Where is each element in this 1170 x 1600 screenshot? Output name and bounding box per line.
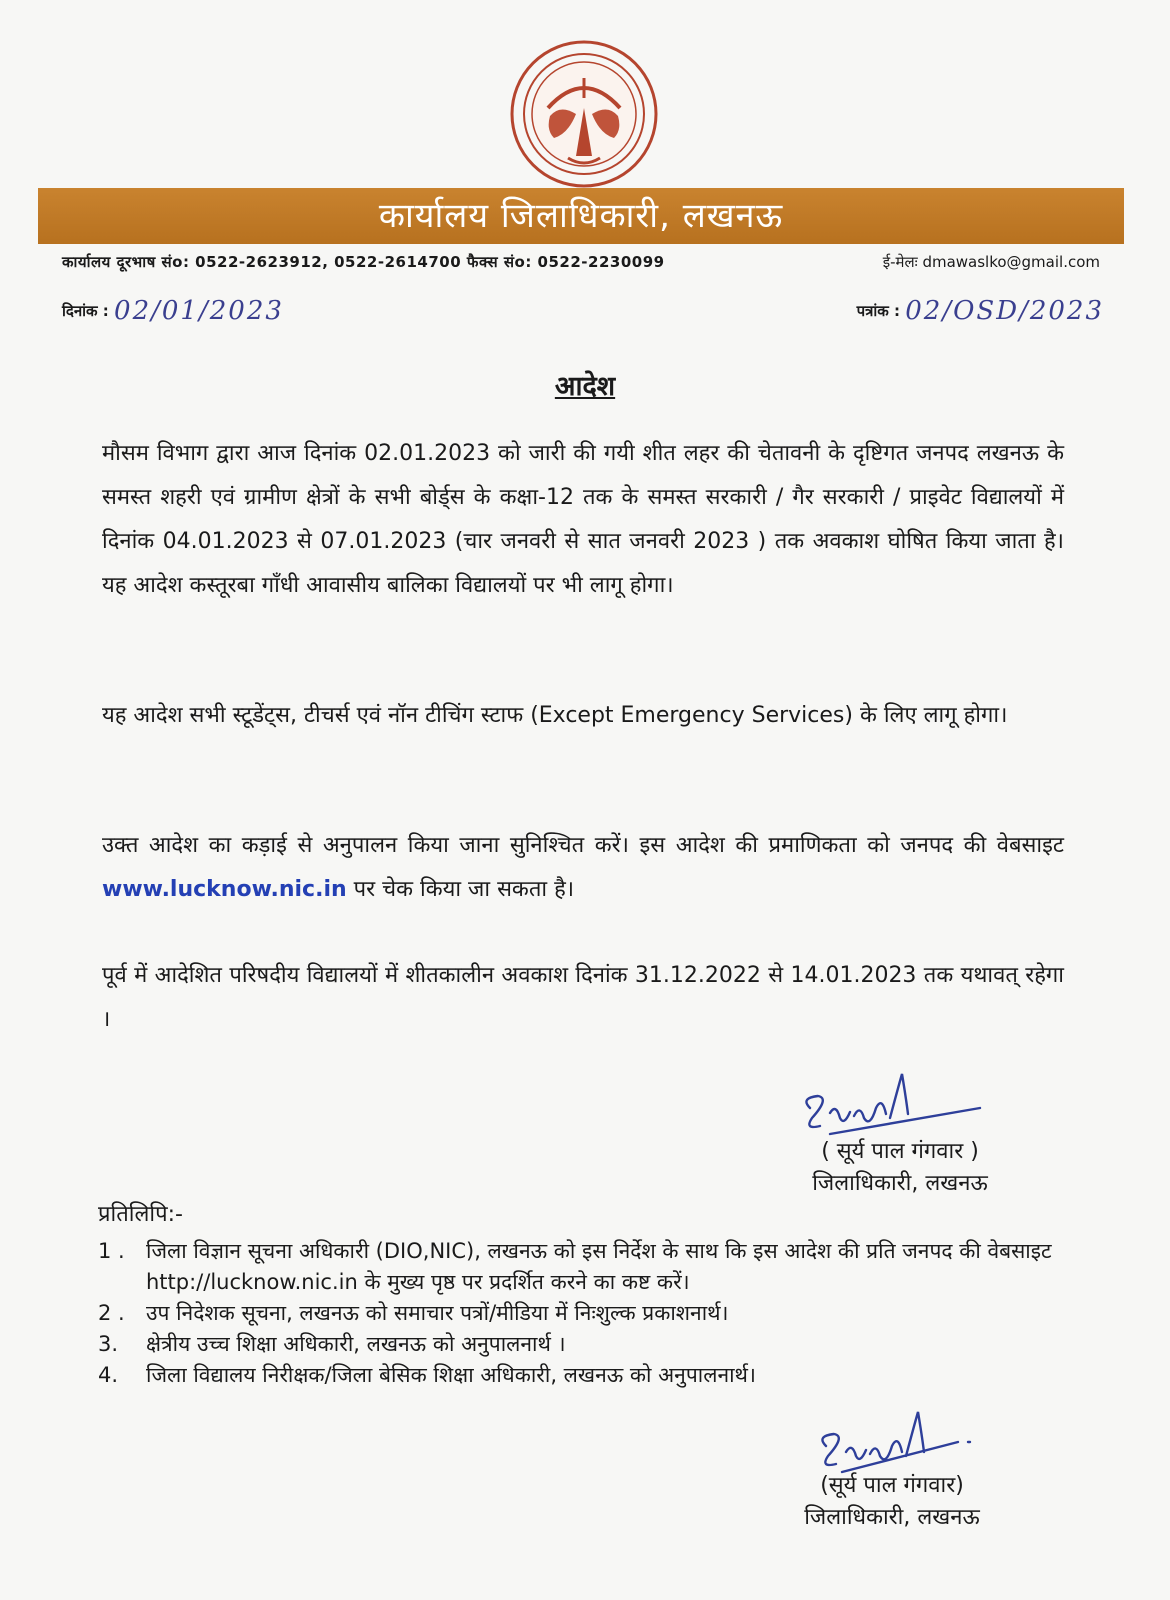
- signatory-block-1: [780, 1136, 1020, 1200]
- office-title-band: कार्यालय जिलाधिकारी, लखनऊ: [38, 188, 1124, 244]
- signatory-designation: जिलाधिकारी, लखनऊ: [804, 1505, 980, 1530]
- order-paragraph-4: पूर्व में आदेशित परिषदीय विद्यालयों में शीतकालीन अवकाश दिनांक 31.12.2022 से 14.01.2023 तक यथावत् रहेगा ।: [102, 963, 1064, 1032]
- list-item: [98, 1236, 1058, 1298]
- signatory-name: (सूर्य पाल गंगवार): [820, 1473, 964, 1498]
- order-reference-row: [857, 296, 1104, 326]
- date-label: दिनांक :: [62, 302, 109, 320]
- signatory-block-2: [772, 1470, 1012, 1534]
- copy-recipient-list: [98, 1236, 1058, 1391]
- email-label: ई-मेलः: [882, 253, 918, 271]
- list-item-number: 1 .: [98, 1239, 125, 1263]
- copy-to-heading: प्रतिलिपि:-: [98, 1202, 183, 1227]
- order-paragraph-3: [102, 824, 1064, 912]
- order-date-row: [62, 296, 284, 326]
- list-item-text: जिला विद्यालय निरीक्षक/जिला बेसिक शिक्षा अधिकारी, लखनऊ को अनुपालनार्थ।: [146, 1363, 756, 1387]
- order-paragraph-2: यह आदेश सभी स्टूडेंट्स, टीचर्स एवं नॉन टीचिंग स्टाफ (Except Emergency Services) के लिए लागू होगा।: [102, 703, 1008, 728]
- list-item-text: उप निदेशक सूचना, लखनऊ को समाचार पत्रों/मीडिया में निःशुल्क प्रकाशनार्थ।: [146, 1301, 729, 1325]
- list-item-text: क्षेत्रीय उच्च शिक्षा अधिकारी, लखनऊ को अनुपालनार्थ ।: [146, 1332, 566, 1356]
- signatory-designation: जिलाधिकारी, लखनऊ: [812, 1171, 988, 1196]
- list-item: [98, 1329, 1058, 1360]
- order-title: आदेश: [554, 371, 616, 402]
- district-website-link[interactable]: www.lucknow.nic.in: [102, 877, 347, 902]
- reference-label: पत्रांक :: [856, 302, 901, 320]
- office-contact-numbers: कार्यालय दूरभाष संo: 0522-2623912, 0522-2614700 फैक्स संo: 0522-2230099: [62, 253, 665, 271]
- paragraph-3-text-before: उक्त आदेश का कड़ाई से अनुपालन किया जाना सुनिश्चित करें। इस आदेश की प्रमाणिकता को जनपद की वेबसाइट: [102, 833, 1064, 858]
- uttar-pradesh-emblem-icon: [508, 38, 660, 190]
- date-value: 02/01/2023: [114, 296, 284, 326]
- list-item-number: 2 .: [98, 1301, 125, 1325]
- email-address: dmawaslko@gmail.com: [922, 253, 1100, 271]
- signatory-name: ( सूर्य पाल गंगवार ): [821, 1139, 979, 1164]
- reference-value: 02/OSD/2023: [905, 296, 1104, 326]
- list-item-text: जिला विज्ञान सूचना अधिकारी (DIO,NIC), लखनऊ को इस निर्देश के साथ कि इस आदेश की प्रति जनपद की वेबसाइट http://lucknow.nic.in के मुख्य पृष्ठ पर प्रदर्शित करने का कष्ट करें।: [146, 1239, 1052, 1294]
- list-item-number: 4.: [98, 1363, 119, 1387]
- list-item-number: 3.: [98, 1332, 119, 1356]
- list-item: [98, 1298, 1058, 1329]
- order-paragraph-1: मौसम विभाग द्वारा आज दिनांक 02.01.2023 को जारी की गयी शीत लहर की चेतावनी के दृष्टिगत जनपद लखनऊ के समस्त शहरी एवं ग्रामीण क्षेत्रों के सभी बोर्ड्स के कक्षा-12 तक के समस्त सरकारी / गैर सरकारी / प्राइवेट विद्यालयों में दिनांक 04.01.2023 से 07.01.2023 (चार जनवरी से सात जनवरी 2023 ) तक अवकाश घोषित किया जाता है। यह आदेश कस्तूरबा गाँधी आवासीय बालिका विद्यालयों पर भी लागू होगा।: [102, 441, 1064, 598]
- paragraph-3-text-after: पर चेक किया जा सकता है।: [353, 877, 575, 902]
- list-item: [98, 1360, 1058, 1391]
- office-email-line: [883, 252, 1100, 272]
